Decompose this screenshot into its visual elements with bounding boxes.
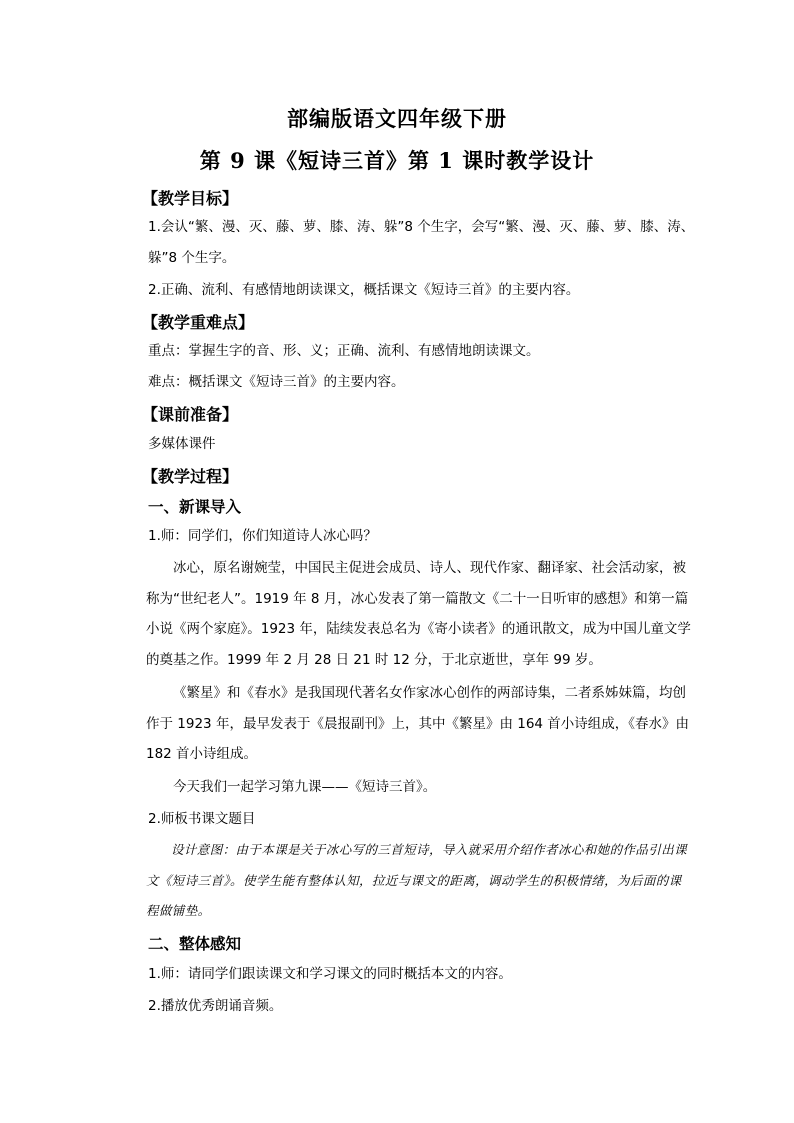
objectives-heading: 【教学目标】 xyxy=(142,189,239,208)
section-2-step-2: 2.播放优秀朗诵音频。 xyxy=(148,998,283,1014)
process-heading: 【教学过程】 xyxy=(142,467,239,486)
section-1-paragraph-3: 今天我们一起学习第九课——《短诗三首》。 xyxy=(173,779,437,795)
section-1-title: 一、新课导入 xyxy=(148,497,242,516)
keypoints-heading: 【教学重难点】 xyxy=(142,313,255,332)
section-1-paragraph-1: 冰心，原名谢婉莹，中国民主促进会成员、诗人、现代作家、翻译家、社会活动家，被称为“世纪老人”。1919 年 8 月，冰心发表了第一篇散文《二十一日听审的感想》和第一篇小说《两个家庭》。1923 年，陆续发表总名为《寄小读者》的通讯散文，成为中国儿童文学的奠基之作。1999 年 2 月 28 日 21 时 12 分，于北京逝世，享年 99 岁。 xyxy=(146,560,691,668)
preparation-text: 多媒体课件 xyxy=(148,436,216,452)
document-title: 部编版语文四年级下册 xyxy=(287,106,507,131)
design-intent-note: 设计意图：由于本课是关于冰心写的三首短诗，导入就采用介绍作者冰心和她的作品引出课文《短诗三首》。使学生能有整体认知，拉近与课文的距离，调动学生的积极情绪，为后面的课程做铺垫。 xyxy=(146,842,688,918)
section-1-step-1: 1.师：同学们，你们知道诗人冰心吗？ xyxy=(148,528,377,544)
section-2-title: 二、整体感知 xyxy=(148,934,242,953)
section-1-step-2: 2.师板书课文题目 xyxy=(148,811,256,827)
lesson-title: 第 9 课《短诗三首》第 1 课时教学设计 xyxy=(199,148,595,173)
section-2-step-1: 1.师：请同学们跟读课文和学习课文的同时概括本文的内容。 xyxy=(148,966,512,982)
objective-item-1: 1.会认“繁、漫、灭、藤、萝、膝、涛、躲”8 个生字，会写“繁、漫、灭、藤、萝、膝、涛、躲”8 个生字。 xyxy=(148,219,695,266)
preparation-heading: 【课前准备】 xyxy=(142,405,239,424)
keypoint-difficulty: 难点：概括课文《短诗三首》的主要内容。 xyxy=(148,374,405,390)
keypoint-focus: 重点：掌握生字的音、形、义；正确、流利、有感情地朗读课文。 xyxy=(148,343,540,359)
objective-item-2: 2.正确、流利、有感情地朗读课文，概括课文《短诗三首》的主要内容。 xyxy=(148,282,580,298)
section-1-paragraph-2: 《繁星》和《春水》是我国现代著名女作家冰心创作的两部诗集，二者系姊妹篇，均创作于 1923 年，最早发表于《晨报副刊》上，其中《繁星》由 164 首小诗组成，《春水》由 182 首小诗组成。 xyxy=(146,685,690,762)
